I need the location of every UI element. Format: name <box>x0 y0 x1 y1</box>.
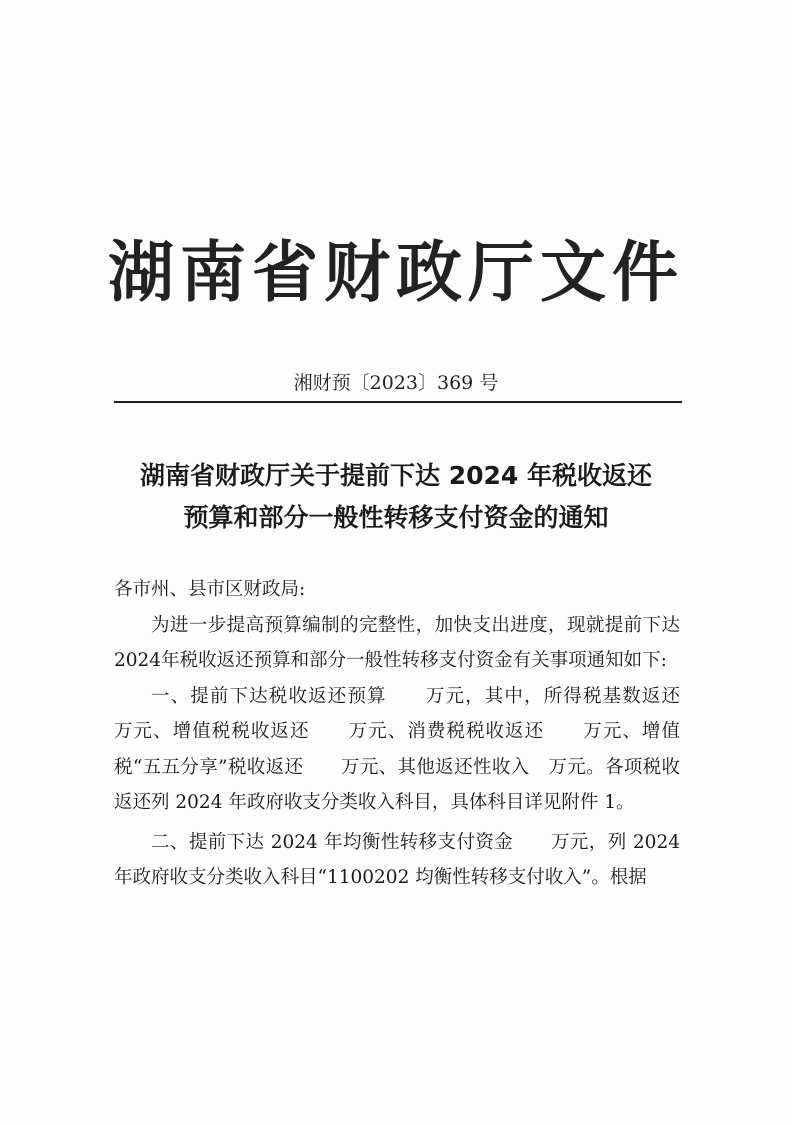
body-paragraph-3: 二、提前下达 2024 年均衡性转移支付资金 万元，列 2024 年政府收支分类收入科目“1100202 均衡性转移支付收入”。根据 <box>114 831 680 888</box>
notice-title <box>0 455 792 539</box>
document-number: 湘财预〔2023〕369 号 <box>293 372 499 394</box>
body-paragraph-2: 一、提前下达税收返还预算 万元，其中，所得税基数返还 万元、增值税税收返还 万元、消费税税收返还 万元、增值税“五五分享”税收返还 万元、其他返还性收入 万元。各项税收返还列 2024 年政府收支分类收入科目，具体科目详见附件 1。 <box>114 685 718 813</box>
salutation: 各市州、县市区财政局: <box>114 579 306 600</box>
document-body <box>114 572 718 896</box>
header-divider <box>114 401 682 403</box>
notice-title-line-1: 湖南省财政厅关于提前下达 2024 年税收返还 <box>140 461 652 490</box>
notice-title-line-2: 预算和部分一般性转移支付资金的通知 <box>183 503 609 532</box>
document-header-title: 湖南省财政厅文件 <box>108 234 684 311</box>
body-paragraph-1: 为进一步提高预算编制的完整性，加快支出进度，现就提前下达2024年税收返还预算和部分一般性转移支付资金有关事项通知如下: <box>114 614 680 671</box>
